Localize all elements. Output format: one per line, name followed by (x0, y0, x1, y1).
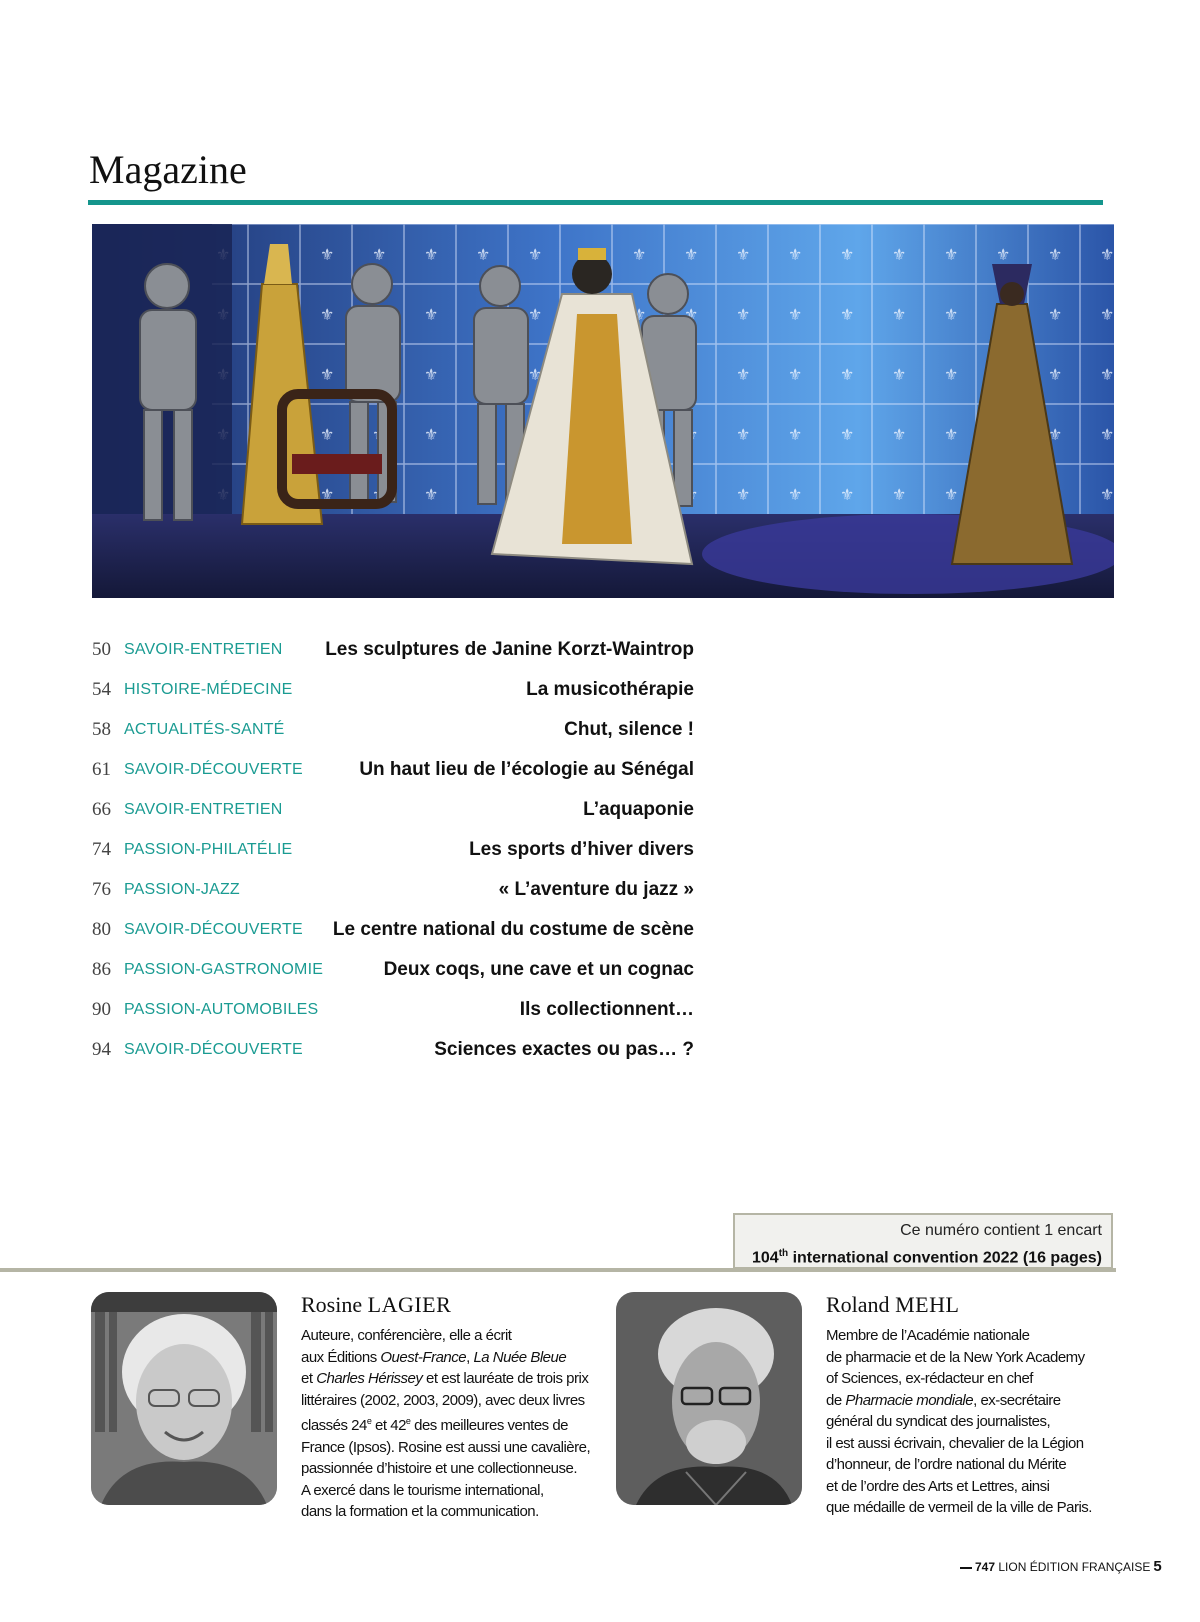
page-folio (960, 1558, 1162, 1575)
toc-category: PASSION-AUTOMOBILES (124, 1001, 319, 1018)
bio-ordinal: e (366, 1416, 372, 1426)
bio-line: A exercé dans le tourisme international, (301, 1481, 544, 1499)
bio-text: des meilleures ventes de (410, 1417, 569, 1434)
author-photo (616, 1292, 802, 1505)
bio-line: France (Ipsos). Rosine est aussi une cavalière, (301, 1438, 591, 1456)
toc-article-title: Ils collectionnent… (519, 999, 694, 1020)
toc-article-title: Sciences exactes ou pas… ? (434, 1039, 694, 1060)
toc-page-number: 90 (92, 999, 111, 1020)
author-bio (826, 1325, 1126, 1519)
toc-category: HISTOIRE-MÉDECINE (124, 681, 293, 698)
toc-entry[interactable] (92, 830, 694, 870)
museum-costume-display-photo (92, 224, 1114, 598)
toc-category: SAVOIR-ENTRETIEN (124, 801, 283, 818)
toc-entry[interactable] (92, 710, 694, 750)
toc-category: ACTUALITÉS-SANTÉ (124, 721, 285, 738)
toc-page-number: 54 (92, 679, 111, 700)
author-details (301, 1292, 601, 1523)
folio-publication: LION ÉDITION FRANÇAISE (998, 1560, 1151, 1574)
bio-text: et (301, 1370, 317, 1387)
bio-ordinal: e (405, 1416, 411, 1426)
bio-line: et de l’ordre des Arts et Lettres, ainsi (826, 1477, 1050, 1495)
portrait-photo-icon (616, 1292, 802, 1505)
portrait-photo-icon (91, 1292, 277, 1505)
bio-line: littéraires (2002, 2003, 2009), avec deux livres (301, 1391, 585, 1409)
bio-line: of Sciences, ex-rédacteur en chef (826, 1370, 1033, 1387)
toc-category: SAVOIR-DÉCOUVERTE (124, 921, 303, 938)
insert-convention-number: 104 (751, 1249, 779, 1267)
toc-entry[interactable] (92, 630, 694, 670)
toc-page-number: 61 (92, 759, 111, 780)
bio-text: , (466, 1348, 474, 1366)
bio-text: , ex-secrétaire (973, 1391, 1061, 1409)
bio-book-title: Ouest-France (380, 1348, 467, 1366)
author-last-name: MEHL (895, 1292, 960, 1317)
bio-line: Membre de l’Académie nationale (826, 1327, 1030, 1344)
bio-line (826, 1390, 1126, 1412)
insert-ordinal-suffix: th (778, 1248, 789, 1259)
toc-category: PASSION-GASTRONOMIE (124, 961, 324, 978)
folio-page-number: 5 (1153, 1558, 1162, 1575)
author-details (826, 1292, 1126, 1519)
bio-line: Auteure, conférencière, elle a écrit (301, 1327, 512, 1344)
toc-page-number: 74 (92, 839, 111, 860)
bio-line: passionnée d’histoire et une collectionneuse. (301, 1460, 578, 1477)
bio-text: et est lauréate de trois prix (422, 1370, 589, 1387)
author-last-name: LAGIER (367, 1292, 452, 1317)
bio-line (301, 1411, 601, 1437)
bio-line (301, 1368, 601, 1390)
toc-entry[interactable] (92, 670, 694, 710)
bio-book-title: Pharmacie mondiale (845, 1391, 974, 1409)
bio-line: dans la formation et la communication. (301, 1503, 539, 1520)
toc-page-number: 58 (92, 719, 111, 740)
bio-book-title: La Nuée Bleue (473, 1348, 567, 1366)
toc-category: PASSION-PHILATÉLIE (124, 841, 293, 858)
toc-article-title: Le centre national du costume de scène (332, 919, 694, 940)
author-first-name: Roland (826, 1292, 890, 1317)
insert-line-2 (735, 1242, 1102, 1269)
bio-line: il est aussi écrivain, chevalier de la Légion (826, 1434, 1084, 1452)
author-name (826, 1292, 1126, 1318)
author-photo (91, 1292, 277, 1505)
toc-article-title: L’aquaponie (583, 799, 694, 820)
folio-issue-number: 747 (975, 1560, 996, 1574)
toc-category: SAVOIR-DÉCOUVERTE (124, 761, 303, 778)
toc-page-number: 94 (92, 1039, 111, 1060)
bio-line (301, 1347, 601, 1369)
toc-article-title: La musicothérapie (526, 679, 694, 700)
toc-page-number: 86 (92, 959, 111, 980)
toc-article-title: Deux coqs, une cave et un cognac (383, 959, 694, 980)
hero-image (92, 224, 1114, 598)
toc-entry[interactable] (92, 750, 694, 790)
bio-text: de (826, 1391, 846, 1409)
toc-page-number: 80 (92, 919, 111, 940)
toc-entry[interactable] (92, 990, 694, 1030)
toc-article-title: « L’aventure du jazz » (498, 879, 694, 900)
toc-entry[interactable] (92, 950, 694, 990)
bio-text: et 42 (371, 1417, 406, 1434)
author-name (301, 1292, 601, 1318)
toc-article-title: Un haut lieu de l’écologie au Sénégal (359, 759, 694, 780)
insert-convention-label: international convention 2022 (16 pages) (788, 1249, 1102, 1267)
toc-article-title: Les sports d’hiver divers (469, 839, 694, 860)
bottom-rule (0, 1268, 1116, 1272)
bio-text: aux Éditions (301, 1348, 381, 1366)
bio-line: de pharmacie et de la New York Academy (826, 1348, 1085, 1366)
bio-text: classés 24 (301, 1417, 367, 1434)
toc-page-number: 76 (92, 879, 111, 900)
toc-article-title: Chut, silence ! (564, 719, 694, 740)
insert-notice (733, 1213, 1113, 1269)
toc-entry[interactable] (92, 910, 694, 950)
title-rule (88, 200, 1103, 205)
toc-article-title: Les sculptures de Janine Korzt-Waintrop (325, 639, 694, 660)
toc-category: SAVOIR-DÉCOUVERTE (124, 1041, 303, 1058)
toc-entry[interactable] (92, 1030, 694, 1070)
toc-page-number: 50 (92, 639, 111, 660)
toc-category: SAVOIR-ENTRETIEN (124, 641, 283, 658)
section-title: Magazine (89, 147, 247, 192)
toc-category: PASSION-JAZZ (124, 881, 240, 898)
bio-line: général du syndicat des journalistes, (826, 1413, 1051, 1430)
bio-line: d’honneur, de l’ordre national du Mérite (826, 1456, 1067, 1473)
author-bio (301, 1325, 601, 1523)
folio-dash (960, 1567, 972, 1569)
author-first-name: Rosine (301, 1292, 363, 1317)
bio-book-title: Charles Hérissey (316, 1370, 423, 1387)
toc-page-number: 66 (92, 799, 111, 820)
insert-line-1: Ce numéro contient 1 encart (900, 1222, 1102, 1239)
toc-entry[interactable] (92, 790, 694, 830)
bio-line: que médaille de vermeil de la ville de Paris. (826, 1499, 1092, 1516)
toc-entry[interactable] (92, 870, 694, 910)
table-of-contents (92, 630, 694, 1070)
